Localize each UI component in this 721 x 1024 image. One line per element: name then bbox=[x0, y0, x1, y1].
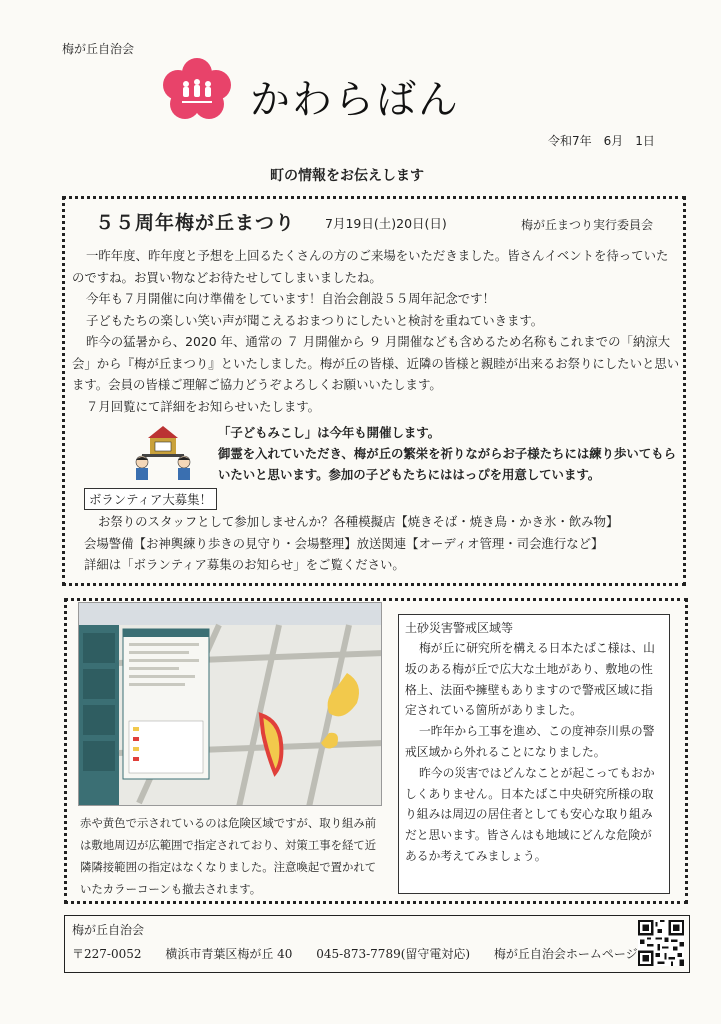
kids-mikoshi-illustration-icon bbox=[128, 420, 198, 482]
map-caption: 赤や黄色で示されているのは危険区域ですが、取り組み前は敷地周辺が広範囲で指定されており、対策工事を経て近隣隣接範囲の指定はなくなりました。注意喚起で置かれていたカラーコーンも撤去されます。 bbox=[80, 816, 377, 896]
festival-title: ５５周年梅が丘まつり bbox=[95, 212, 296, 234]
org-name-top: 梅が丘自治会 bbox=[62, 42, 135, 56]
festival-date: 7月19日(土)20日(日) bbox=[325, 216, 447, 231]
kids-mikoshi-notice bbox=[218, 422, 682, 485]
hazard-map-graphic-icon bbox=[79, 603, 382, 806]
volunteer-heading: ボランティア大募集！ bbox=[84, 488, 217, 510]
festival-body bbox=[72, 245, 680, 417]
issue-date: 令和7年 6月 1日 bbox=[548, 134, 655, 148]
footer-postal: 〒227-0052 bbox=[72, 947, 142, 961]
footer-org: 梅が丘自治会 bbox=[72, 923, 145, 937]
volunteer-line: お祭りのスタッフとして参加しませんか？各種模擬店【焼きそば・焼き鳥・かき氷・飲み物】 bbox=[98, 514, 619, 529]
festival-organizer: 梅が丘まつり実行委員会 bbox=[521, 218, 654, 232]
festival-paragraph: 昨今の猛暑から、2020 年、通常の ７ 月開催から ９ 月開催なども含めるため名称もこれまでの「納涼大会」から『梅が丘まつり』といたしました。梅が丘の皆様、近隣の皆様と親睦が出来るお祭りにしたいと思います。会員の皆様ご理解ご協力どうぞよろしくお願いいたします。 bbox=[72, 334, 680, 392]
footer-phone: 045-873-7789(留守電対応) bbox=[316, 947, 471, 961]
festival-paragraph: 子どもたちの楽しい笑い声が聞こえるおまつりにしたいと検討を重ねていきます。 bbox=[86, 312, 544, 328]
disaster-paragraph: 昨今の災害ではどんなことが起こってもおかしくありません。日本たばこ中央研究所様の取り組みは周辺の居住者としても安心な取り組みだと思います。皆さんはも地域にどんな危険があるか考えてみましょう。 bbox=[405, 765, 655, 863]
footer-address: 横浜市青葉区梅が丘 40 bbox=[165, 947, 293, 961]
disaster-paragraph: 梅が丘に研究所を構える日本たばこ様は、山坂のある梅が丘で広大な土地があり、敷地の性格上、法面や擁壁もありますので警戒区域に指定されている箇所がありました。 bbox=[405, 641, 655, 718]
disaster-title: 土砂災害警戒区域等 bbox=[405, 621, 514, 635]
disaster-paragraph: 一昨年から工事を進め、この度神奈川県の警戒区域から外れることになりました。 bbox=[405, 724, 655, 759]
volunteer-line: 会場警備【お神輿練り歩きの見守り・会場整理】放送関連【オーディオ管理・司会進行など】 bbox=[84, 535, 604, 551]
kids-mikoshi-headline: 「子どもみこし」は今年も開催します。 bbox=[218, 425, 441, 440]
volunteer-line: 詳細は「ボランティア募集のお知らせ」をご覧ください。 bbox=[84, 557, 405, 572]
footer-contact-line bbox=[72, 945, 658, 962]
festival-paragraph: 今年も７月開催に向け準備をしています！自治会創設５５周年記念です！ bbox=[86, 291, 495, 306]
plum-blossom-logo-icon bbox=[160, 57, 234, 121]
footer-box bbox=[64, 915, 690, 973]
festival-paragraph: ７月回覧にて詳細をお知らせいたします。 bbox=[86, 398, 321, 414]
tagline: 町の情報をお伝えします bbox=[270, 168, 424, 184]
footer-homepage: 梅が丘自治会ホームページ bbox=[493, 947, 638, 961]
qr-code-icon[interactable] bbox=[638, 920, 684, 966]
hazard-area-map bbox=[78, 602, 382, 806]
festival-paragraph: 一昨年度、昨年度と予想を上回るたくさんの方のご来場をいただきました。皆さんイベントを待っていたのですね。お買い物などお待たせしてしまいましたね。 bbox=[72, 248, 669, 285]
kids-mikoshi-text: 御霊を入れていただき、梅が丘の繁栄を祈りながらお子様たちには練り歩いてもらいたいと思います。参加の子どもたちにははっぴを用意しています。 bbox=[218, 446, 676, 482]
masthead-title: かわらばん bbox=[250, 77, 460, 123]
volunteer-body bbox=[84, 511, 680, 576]
disaster-info-box bbox=[398, 614, 670, 894]
